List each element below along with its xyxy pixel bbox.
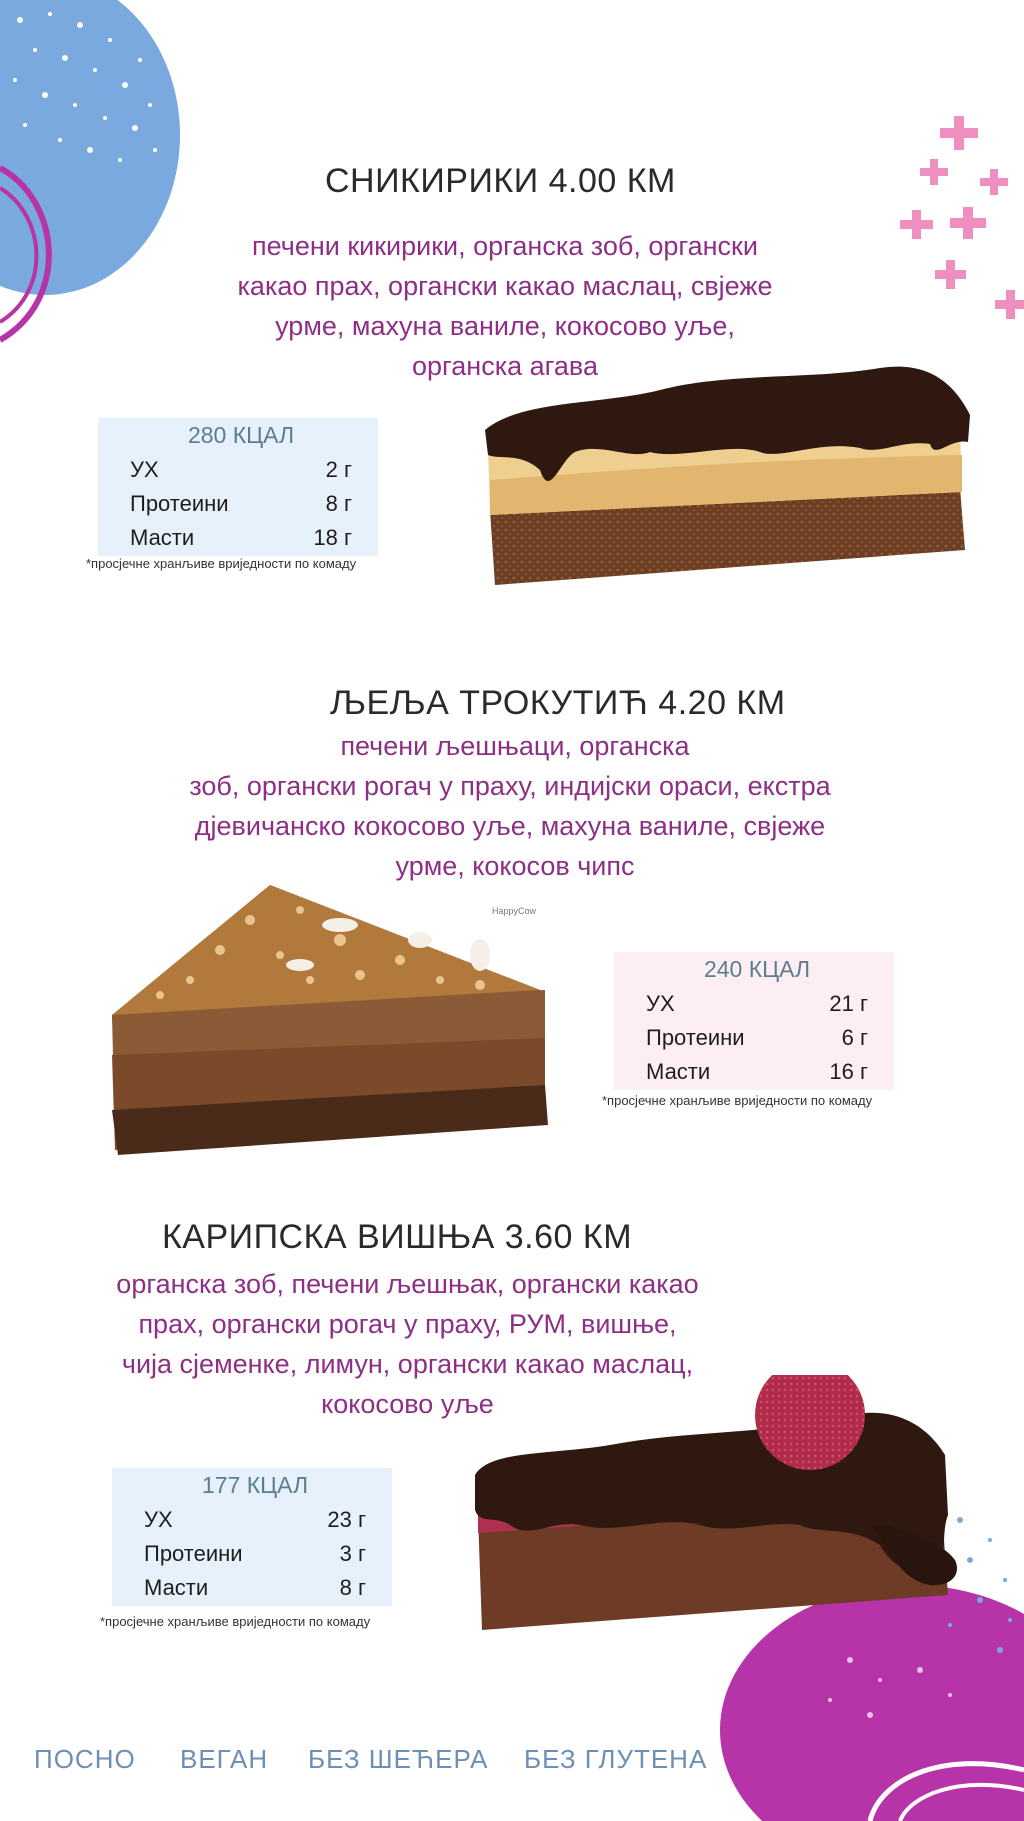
nutrition-row: [130, 487, 352, 521]
nutrient-label: Протеини: [144, 1541, 243, 1566]
footer-tag-sugar-free: БЕЗ ШЕЋЕРА: [308, 1744, 489, 1774]
footer-tag-vegan: ВЕГАН: [180, 1744, 269, 1774]
cherry-bar-image: [470, 1375, 980, 1635]
ingredient-line: прах, органски рогач у праху, РУМ, вишње,: [138, 1309, 677, 1339]
nutrient-value: 23 г: [327, 1507, 366, 1532]
footer-tag-gluten-free: БЕЗ ГЛУТЕНА: [524, 1744, 708, 1774]
item-2-note: *просјечне хранљиве вриједности по комаду: [602, 1093, 873, 1108]
ingredient-line: урме, махуна ваниле, кокосово уље,: [275, 311, 735, 341]
nutrient-value: 8 г: [325, 491, 352, 516]
item-3-note: *просјечне хранљиве вриједности по комаду: [100, 1614, 371, 1629]
nutrition-row: [646, 1055, 868, 1089]
ingredient-line: урме, кокосов чипс: [395, 851, 635, 881]
item-2-title: ЉЕЉА ТРОКУТИЋ 4.20 КМ: [330, 684, 786, 722]
item-1-nutrition-box: [98, 418, 378, 556]
item-1-title: СНИКИРИКИ 4.00 КМ: [325, 162, 676, 200]
nutrient-label: Масти: [646, 1059, 711, 1084]
kcal-label: 177 КЦАЛ: [201, 1472, 309, 1498]
ingredient-line: органска агава: [412, 351, 598, 381]
peanut-bar-image: [480, 360, 980, 595]
nutrient-label: Протеини: [646, 1025, 745, 1050]
ingredient-line: дјевичанско кокосово уље, махуна ваниле, свјеже: [194, 811, 826, 841]
nutrient-value: 6 г: [841, 1025, 868, 1050]
nutrition-row: [144, 1571, 366, 1605]
nutrition-row: [646, 1021, 868, 1055]
item-3-nutrition-box: [112, 1468, 392, 1606]
nutrient-label: УХ: [646, 991, 675, 1016]
kcal-label: 280 КЦАЛ: [187, 422, 295, 448]
item-2-nutrition-box: [614, 952, 894, 1090]
nutrient-value: 21 г: [829, 991, 868, 1016]
nutrient-label: Масти: [130, 525, 195, 550]
nutrition-row: [144, 1537, 366, 1571]
nutrition-row: [646, 987, 868, 1021]
nutrition-row: [130, 453, 352, 487]
ingredient-line: печени кикирики, органска зоб, органски: [252, 231, 758, 261]
nutrient-value: 8 г: [339, 1575, 366, 1600]
ingredient-line: печени љешњаци, органска: [340, 731, 690, 761]
nutrient-value: 2 г: [325, 457, 352, 482]
ingredient-line: органска зоб, печени љешњак, органски какао: [116, 1269, 699, 1299]
kcal-label: 240 КЦАЛ: [703, 956, 811, 982]
ingredient-line: чија сјеменке, лимун, органски какао маслац,: [121, 1349, 694, 1379]
nutrient-value: 3 г: [339, 1541, 366, 1566]
nutrient-label: Масти: [144, 1575, 209, 1600]
nutrient-label: УХ: [144, 1507, 173, 1532]
nutrition-row: [130, 521, 352, 555]
nutrient-value: 16 г: [829, 1059, 868, 1084]
item-3-title: КАРИПСКА ВИШЊА 3.60 КМ: [162, 1218, 633, 1256]
nutrient-value: 18 г: [313, 525, 352, 550]
nutrition-row: [144, 1503, 366, 1537]
pink-cross-decoration: [890, 110, 1024, 340]
item-1-note: *просјечне хранљиве вриједности по комаду: [86, 556, 357, 571]
ingredient-line: кокосово уље: [321, 1389, 494, 1419]
watermark: HappyCow: [492, 906, 537, 916]
ingredient-line: зоб, органски рогач у праху, индијски ораси, екстра: [189, 771, 831, 801]
ingredient-line: какао прах, органски какао маслац, свјеже: [237, 271, 773, 301]
footer-tag-posno: ПОСНО: [34, 1744, 136, 1774]
nutrient-label: Протеини: [130, 491, 229, 516]
hazelnut-triangle-cake-image: [100, 880, 560, 1155]
nutrient-label: УХ: [130, 457, 159, 482]
item-2-ingredients: [110, 726, 910, 886]
